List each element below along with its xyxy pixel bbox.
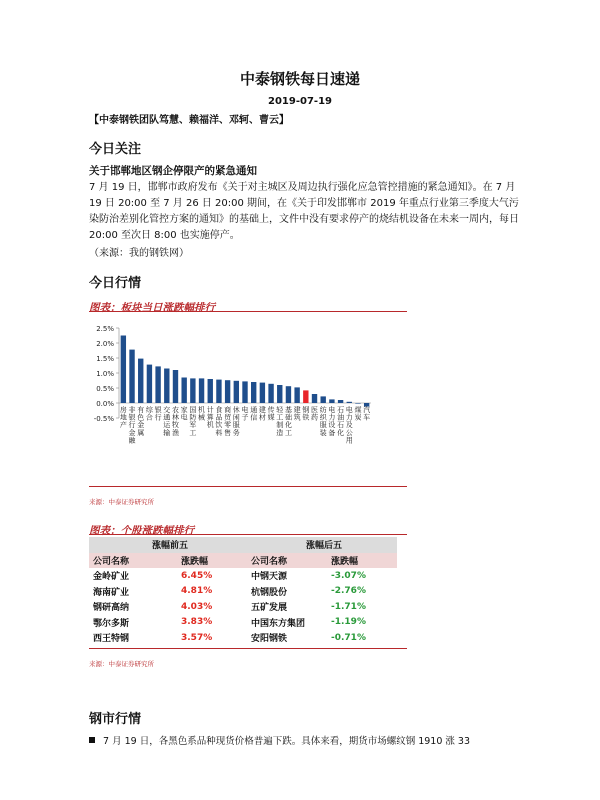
x-category-label: 有色金属	[137, 406, 145, 437]
sector-bar	[321, 396, 326, 403]
stock-change-table	[89, 537, 397, 646]
x-category-label: 基础化工	[284, 406, 292, 437]
y-tick-label: 2.5%	[96, 325, 114, 333]
bottom-stock-change: -2.76%	[331, 586, 366, 597]
sector-bar	[242, 381, 247, 403]
news-body: 7 月 19 日，邯郸市政府发布《关于对主城区及周边执行强化应急管控措施的紧急通知》。在 7 月 19 日 20:00 至 7 月 26 日 20:00 期间，在《关于印发邯郸市 2019 年重点行业第三季度大气污染防治差别化管控方案的通知》的基础上，文件中没有要求停产的烧结机设备在未来一周内，每日 20:00 至次日 8:00 也实施停产。	[89, 182, 519, 241]
top-stock-name: 西王特钢	[93, 634, 130, 645]
top-stock-change: 3.57%	[181, 632, 213, 643]
top-stock-change: 3.83%	[181, 617, 213, 628]
sector-bar	[181, 378, 186, 404]
sector-bar-chart	[89, 318, 379, 468]
x-category-label: 国防军工	[189, 406, 197, 437]
col-name-header: 公司名称	[89, 553, 177, 569]
x-category-label: 综合	[145, 406, 153, 422]
x-category-label: 银行	[154, 406, 162, 422]
sector-bar	[155, 366, 160, 403]
figure1-title-bar	[89, 296, 407, 312]
sector-bar	[260, 383, 265, 403]
x-category-label: 煤炭	[354, 406, 362, 422]
bottom-stock-name: 中国东方集团	[251, 618, 306, 629]
x-category-label: 农林牧渔	[171, 406, 179, 437]
x-category-label: 汽车	[363, 406, 371, 422]
y-tick-label: 2.0%	[96, 340, 114, 348]
x-category-label: 纺织服装	[319, 406, 327, 437]
sector-bar	[251, 382, 256, 403]
x-category-label: 休闲服务	[232, 406, 240, 437]
sector-bar	[164, 369, 169, 404]
x-category-label: 电子	[241, 406, 249, 422]
y-tick-label: 1.0%	[96, 370, 114, 378]
y-tick-label: 0.5%	[96, 385, 114, 393]
sector-bar	[199, 378, 204, 403]
bottom-stock-change: -3.07%	[331, 570, 366, 581]
table-row	[89, 568, 397, 584]
x-category-label: 商贸零售	[224, 406, 232, 437]
figure2-source: 来源：中泰证券研究所	[89, 660, 154, 668]
today-focus-heading: 今日关注	[89, 142, 142, 157]
sector-bar	[294, 387, 299, 403]
sector-bar	[329, 399, 334, 403]
news-source: （来源：我的钢铁网）	[89, 248, 189, 259]
bottom-stock-change: -1.71%	[331, 601, 366, 612]
top-stock-name: 海南矿业	[93, 587, 130, 598]
x-category-label: 电力及公用	[345, 406, 353, 445]
steel-market-text: 7 月 19 日，各黑色系品种现货价格普遍下跌。具体来看，期货市场螺纹钢 1910 涨 33	[103, 736, 471, 747]
sector-bar	[277, 385, 282, 403]
top-stock-name: 鄂尔多斯	[93, 618, 130, 629]
report-date: 2019-07-19	[268, 96, 332, 107]
x-category-label: 石油石化	[337, 406, 345, 437]
team-authors: 【中泰钢铁团队笃慧、赖福洋、邓轲、曹云】	[89, 115, 289, 126]
figure2-title-bar	[89, 519, 407, 535]
figure2-source-bar	[89, 648, 407, 670]
x-category-label: 食品饮料	[215, 406, 223, 437]
sector-bar	[355, 403, 360, 404]
figure1-title: 图表：板块当日涨跌幅排行	[89, 302, 215, 314]
top-stock-name: 钢研高纳	[93, 603, 130, 614]
sector-bar	[138, 359, 143, 403]
table-row	[89, 630, 397, 646]
sector-bar	[173, 370, 178, 403]
x-category-label: 交通运输	[163, 406, 171, 437]
steel-market-heading: 钢市行情	[89, 712, 142, 727]
steel-market-bullet	[89, 733, 470, 747]
top-stock-change: 4.81%	[181, 586, 213, 597]
sector-bar	[268, 384, 273, 403]
table-row	[89, 599, 397, 615]
table-row	[89, 615, 397, 631]
sector-bar	[338, 400, 343, 403]
x-category-label: 计算机	[206, 406, 214, 430]
figure1-source: 来源：中泰证券研究所	[89, 498, 154, 506]
top-stock-change: 6.45%	[181, 570, 213, 581]
x-category-label: 建材	[258, 406, 266, 422]
sector-bar	[347, 402, 352, 403]
x-category-label: 电力设备	[328, 406, 336, 437]
sector-bar	[234, 381, 239, 403]
sector-bar	[216, 380, 221, 403]
x-category-label: 房地产	[119, 406, 127, 430]
col-change-header: 涨跌幅	[327, 553, 397, 569]
bottom-stock-change: -0.71%	[331, 632, 366, 643]
x-category-label: 轻工制造	[276, 406, 284, 437]
news-title: 关于邯郸地区钢企停限产的紧急通知	[89, 165, 257, 177]
sector-bar	[129, 350, 134, 403]
x-category-label: 非银行金融	[128, 406, 136, 445]
bottom-stock-name: 五矿发展	[251, 603, 288, 614]
bottom-stock-name: 杭钢股份	[251, 587, 288, 598]
x-category-label: 通信	[250, 406, 258, 422]
x-category-label: 家电	[180, 406, 188, 422]
y-tick-label: 1.5%	[96, 355, 114, 363]
sector-bar	[303, 390, 308, 403]
table-group-header-row	[89, 537, 397, 553]
page-title: 中泰钢铁每日速递	[239, 70, 360, 88]
x-category-label: 机械	[198, 406, 206, 422]
bullet-square-icon	[89, 737, 95, 743]
sector-bar	[121, 336, 126, 404]
col-name-header: 公司名称	[247, 553, 327, 569]
bottom-stock-change: -1.19%	[331, 617, 366, 628]
sector-bar	[312, 394, 317, 403]
bottom-stock-name: 中钢天源	[251, 572, 288, 583]
top-stock-name: 金岭矿业	[93, 572, 130, 583]
figure1-source-bar	[89, 486, 407, 508]
sector-bar	[147, 365, 152, 403]
sector-bar	[286, 386, 291, 403]
y-tick-label: 0.0%	[96, 400, 114, 408]
sector-bar	[190, 378, 195, 403]
sector-bar	[225, 380, 230, 403]
x-category-label: 钢铁	[302, 406, 310, 422]
bottom5-header: 涨幅后五	[247, 537, 397, 553]
x-category-label: 医药	[311, 406, 319, 422]
table-row	[89, 584, 397, 600]
stock-table-wrapper	[89, 537, 397, 646]
col-change-header: 涨跌幅	[177, 553, 247, 569]
x-category-label: 传媒	[267, 406, 275, 422]
top-stock-change: 4.03%	[181, 601, 213, 612]
y-tick-label: -0.5%	[93, 415, 114, 423]
top5-header: 涨幅前五	[89, 537, 247, 553]
table-column-header-row	[89, 553, 397, 569]
bottom-stock-name: 安阳钢铁	[251, 634, 288, 645]
sector-bar	[208, 379, 213, 403]
figure2-title: 图表：个股涨跌幅排行	[89, 525, 194, 537]
market-today-heading: 今日行情	[89, 276, 142, 291]
x-category-label: 建筑	[293, 406, 301, 422]
